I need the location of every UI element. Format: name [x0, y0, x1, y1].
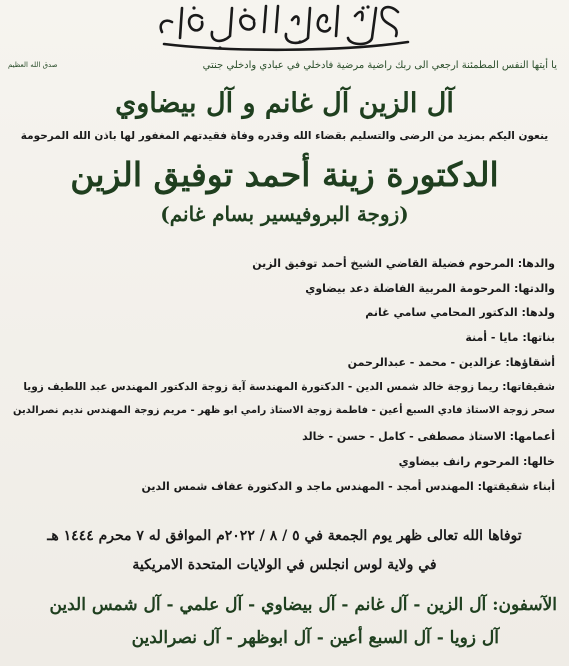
families-heading: آل الزين آل غانم و آل بيضاوي [115, 88, 454, 119]
calligraphy-logo [150, 2, 420, 52]
verse-reference: صدق الله العظيم [8, 61, 58, 69]
death-location-line: في ولاية لوس انجلس في الولايات المتحدة الامريكية [132, 557, 437, 573]
relative-sisters: شقيقاتها: ريما زوجة خالد شمس الدين - الدكتورة المهندسة آية زوجة الدكتور المهندس عبد اللطيف زويا [23, 381, 555, 393]
mourners-line-2: آل زويا - آل السبع أعين - آل ابوظهر - آل نصرالدين [131, 628, 499, 648]
deceased-name: الدكتورة زينة أحمد توفيق الزين [70, 155, 499, 194]
relative-brothers: أشقاؤها: عزالدين - محمد - عبدالرحمن [347, 356, 555, 369]
mourners-line-1: الآسفون: آل الزين - آل غانم - آل بيضاوي - آل علمي - آل شمس الدين [49, 595, 557, 615]
relative-daughters: بناتها: مايا - أمنة [465, 331, 555, 344]
relative-mother: والدتها: المرحومة المربية الفاضلة دعد بيضاوي [305, 282, 555, 295]
relative-sisters-cont: سحر زوجة الاستاذ فادي السبع أعين - فاطمة زوجة الاستاذ رامي ابو ظهر - مريم زوجة المهندس نديم نصرالدين [12, 405, 555, 416]
calligraphy-drawing [150, 2, 420, 52]
relative-uncles: أعمامها: الاستاذ مصطفى - كامل - حسن - خالد [302, 430, 555, 443]
verse-row [8, 56, 557, 74]
relative-son: ولدها: الدكتور المحامي سامي غانم [365, 306, 555, 319]
quran-verse: يا أيتها النفس المطمئنة ارجعي الى ربك راضية مرضية فادخلي في عبادي وادخلي جنتي [202, 59, 557, 71]
relative-maternal-uncle: خالها: المرحوم رانف بيضاوي [398, 455, 555, 468]
relative-nephews: أبناء شقيقتها: المهندس أمجد - المهندس ماجد و الدكتورة عفاف شمس الدين [141, 480, 555, 493]
relative-father: والدها: المرحوم فضيلة القاضي الشيخ أحمد توفيق الزين [252, 257, 555, 270]
announcement-line: ينعون اليكم بمزيد من الرضى والتسليم بقضاء الله وقدره وفاة فقيدتهم المغفور لها باذن الله المرحومة [20, 130, 549, 142]
death-date-line: توفاها الله تعالى ظهر يوم الجمعة في ٥ / ٨ / ٢٠٢٢م الموافق له ٧ محرم ١٤٤٤ هـ [47, 528, 522, 544]
spouse-note: (زوجة البروفيسير بسام غانم) [160, 202, 409, 226]
